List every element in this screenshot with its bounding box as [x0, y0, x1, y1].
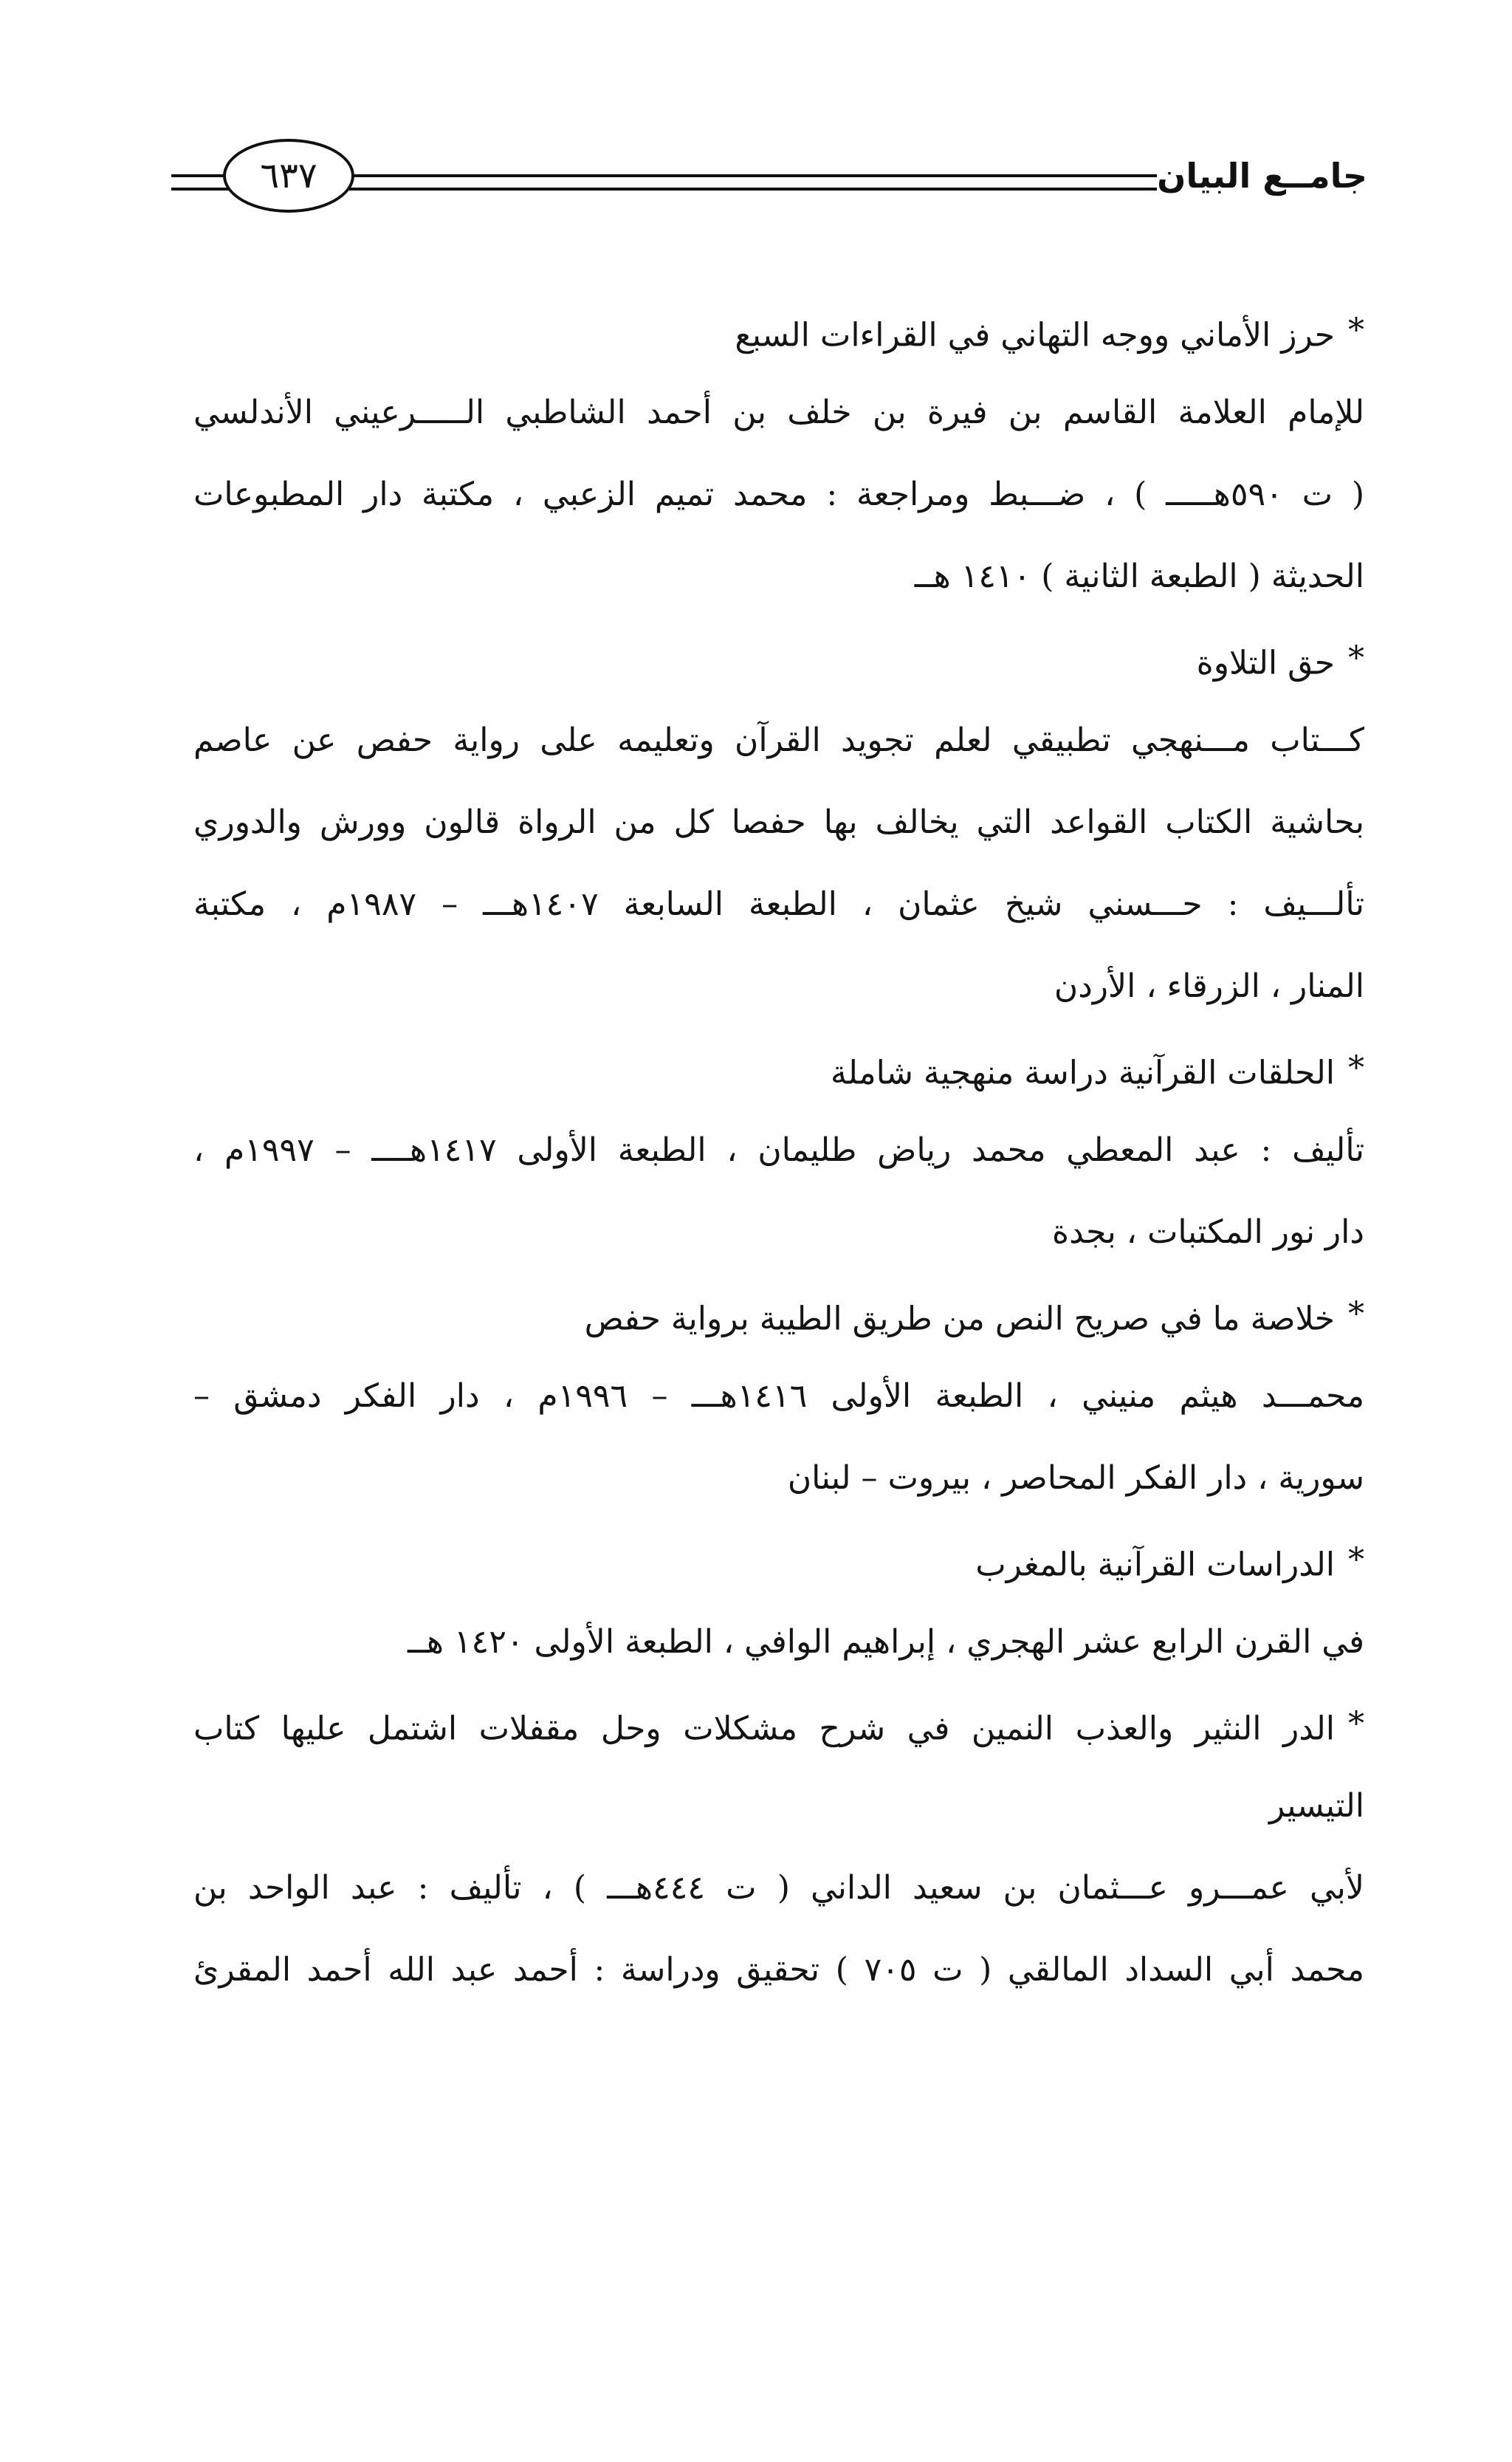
line-text: لأبي عمـــرو عـــثمان بن سعيد الداني ( ت ٤٤٤هـــ ) ، تأليف : عبد الواحد بن [193, 1869, 1364, 1907]
line-text: التيسير [1269, 1787, 1364, 1825]
entry-detail-line [193, 945, 1364, 1027]
line-text: محمد أبي السداد المالقي ( ت ٧٠٥ ) تحقيق ودراسة : أحمد عبد الله أحمد المقرئ [193, 1951, 1364, 1989]
line-text: سورية ، دار الفكر المحاصر ، بيروت – لبنان [787, 1459, 1364, 1497]
line-text: ( ت ٥٩٠هـــــ ) ، ضـــبط ومراجعة : محمد تميم الزعبي ، مكتبة دار المطبوعات [193, 476, 1364, 513]
entry-bullet-star: * [1348, 639, 1364, 677]
entry-title-line [193, 1027, 1364, 1109]
page-header [171, 131, 1367, 220]
line-text: دار نور المكتبات ، بجدة [1052, 1213, 1364, 1251]
running-title: جامــع البيان [1157, 156, 1367, 196]
entry-detail-line [193, 1847, 1364, 1929]
line-text: خلاصة ما في صريح النص من طريق الطيبة برواية حفص [584, 1300, 1335, 1338]
entry-bullet-star: * [1348, 1541, 1364, 1579]
entry-detail-line [193, 1437, 1364, 1519]
line-text: حرز الأماني ووجه التهاني في القراءات السبع [735, 316, 1335, 354]
entry-title-line [193, 289, 1364, 371]
entry-title-line [193, 1683, 1364, 1765]
page-number: ٦٣٧ [260, 155, 317, 196]
line-text: المنار ، الزرقاء ، الأردن [1054, 967, 1364, 1005]
line-text: الدراسات القرآنية بالمغرب [975, 1546, 1335, 1584]
line-text: في القرن الرابع عشر الهجري ، إبراهيم الوافي ، الطبعة الأولى ١٤٢٠ هــ [407, 1623, 1364, 1661]
header-double-rule-left [171, 174, 230, 191]
entry-detail-line [193, 535, 1364, 617]
entry-detail-line [193, 781, 1364, 863]
line-text: تألـــيف : حـــسني شيخ عثمان ، الطبعة السابعة ١٤٠٧هـــ – ١٩٨٧م ، مكتبة [193, 885, 1364, 923]
entry-title-line [193, 617, 1364, 699]
entry-detail-line [193, 699, 1364, 781]
page-number-oval [223, 139, 354, 213]
entry-bullet-star: * [1348, 1295, 1364, 1333]
entry-detail-line [193, 1191, 1364, 1273]
line-text: للإمام العلامة القاسم بن فيرة بن خلف بن أحمد الشاطبي الـــــرعيني الأندلسي [193, 394, 1364, 431]
line-text: حق التلاوة [1196, 644, 1335, 682]
entry-detail-line [193, 453, 1364, 535]
entry-bullet-star: * [1348, 312, 1364, 349]
bibliography-text [193, 289, 1364, 2011]
entry-bullet-star: * [1348, 1705, 1364, 1743]
entry-detail-line [193, 371, 1364, 453]
line-text: الحلقات القرآنية دراسة منهجية شاملة [830, 1054, 1335, 1092]
line-text: محمـــد هيثم منيني ، الطبعة الأولى ١٤١٦هـــ – ١٩٩٦م ، دار الفكر دمشق – [193, 1377, 1364, 1415]
entry-detail-line [193, 1601, 1364, 1683]
line-text: الدر النثير والعذب النمين في شرح مشكلات وحل مقفلات اشتمل عليها كتاب [193, 1710, 1335, 1748]
line-text: كـــتاب مـــنهجي تطبيقي لعلم تجويد القرآن وتعليمه على رواية حفص عن عاصم [193, 721, 1364, 759]
entry-detail-line [193, 863, 1364, 945]
line-text: الحديثة ( الطبعة الثانية ) ١٤١٠ هــ [914, 558, 1364, 595]
entry-detail-line [193, 1765, 1364, 1847]
line-text: تأليف : عبد المعطي محمد رياض طليمان ، الطبعة الأولى ١٤١٧هــــ – ١٩٩٧م ، [193, 1131, 1364, 1169]
entry-detail-line [193, 1109, 1364, 1191]
entry-title-line [193, 1273, 1364, 1355]
entry-title-line [193, 1519, 1364, 1601]
entry-bullet-star: * [1348, 1049, 1364, 1087]
entry-detail-line [193, 1355, 1364, 1437]
header-double-rule [348, 174, 1157, 191]
line-text: بحاشية الكتاب القواعد التي يخالف بها حفصا كل من الرواة قالون وورش والدوري [193, 803, 1364, 841]
entry-detail-line [193, 1929, 1364, 2011]
